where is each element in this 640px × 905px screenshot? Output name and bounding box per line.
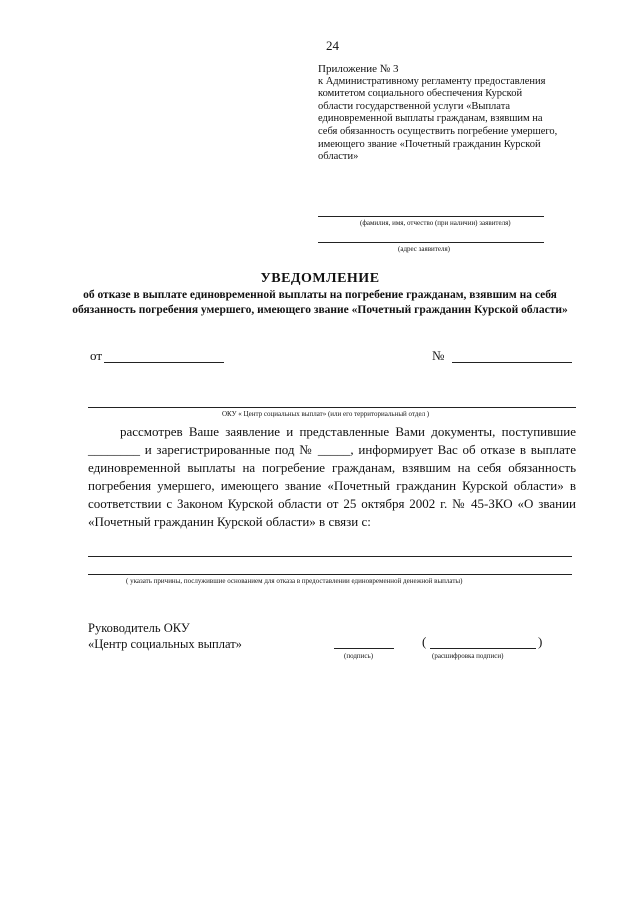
position-line-2: «Центр социальных выплат» (88, 637, 242, 651)
body-paragraph: рассмотрев Ваше заявление и представленные Вами документы, поступившие ________ и зарегистрированные под № _____, информирует Вас об отказе в выплате единовременной выплаты на погребение гражданам, взявшим на себя обязанность погребения умершего, имеющего звание «Почетный гражданин Курской области» в соответствии с Законом Курской области от 25 октября 2002 г. № 45-ЗКО «О звании «Почетный гражданин Курской области» в связи с: (88, 424, 576, 529)
applicant-address-caption: (адрес заявителя) (398, 245, 450, 253)
appendix-heading: Приложение № 3 (318, 63, 399, 75)
decode-caption: (расшифровка подписи) (432, 652, 504, 660)
decode-open-paren: ( (422, 634, 427, 649)
decode-line (430, 648, 536, 649)
document-subtitle: об отказе в выплате единовременной выплаты на погребение гражданам, взявшим на себя обязанность погребения умершего, имеющего звание «Почетный гражданин Курской области» (72, 289, 568, 316)
signatory-position (88, 620, 242, 652)
page-number: 24 (326, 38, 339, 53)
from-label: от (90, 348, 103, 363)
applicant-name-caption: (фамилия, имя, отчество (при наличии) заявителя) (360, 219, 511, 227)
reason-caption: ( указать причины, послужившие основанием для отказа в предоставлении единовременной денежной выплаты) (126, 577, 463, 585)
appendix-text: к Административному регламенту предоставления комитетом социального обеспечения Курской области государственной услуги «Выплата единовременной выплаты гражданам, взявшим на себя обязанность осуществить погребение умершего, имеющего звание «Почетный гражданин Курской области» (318, 75, 558, 163)
number-line (452, 362, 572, 363)
number-label: № (432, 348, 445, 363)
decode-close-paren: ) (538, 634, 543, 649)
signature-caption: (подпись) (344, 652, 374, 660)
notification-body (88, 423, 576, 531)
reason-line-1 (88, 556, 572, 557)
position-line-1: Руководитель ОКУ (88, 621, 190, 635)
from-date-line (104, 362, 224, 363)
appendix-block (318, 63, 558, 164)
reason-line-2 (88, 574, 572, 575)
applicant-address-line (318, 242, 544, 243)
organization-line (88, 407, 576, 408)
signature-line (334, 648, 394, 649)
applicant-name-line (318, 216, 544, 217)
organization-caption: ОКУ « Центр социальных выплат» (или его территориальный отдел ) (222, 410, 430, 418)
document-title: УВЕДОМЛЕНИЕ (260, 271, 380, 286)
